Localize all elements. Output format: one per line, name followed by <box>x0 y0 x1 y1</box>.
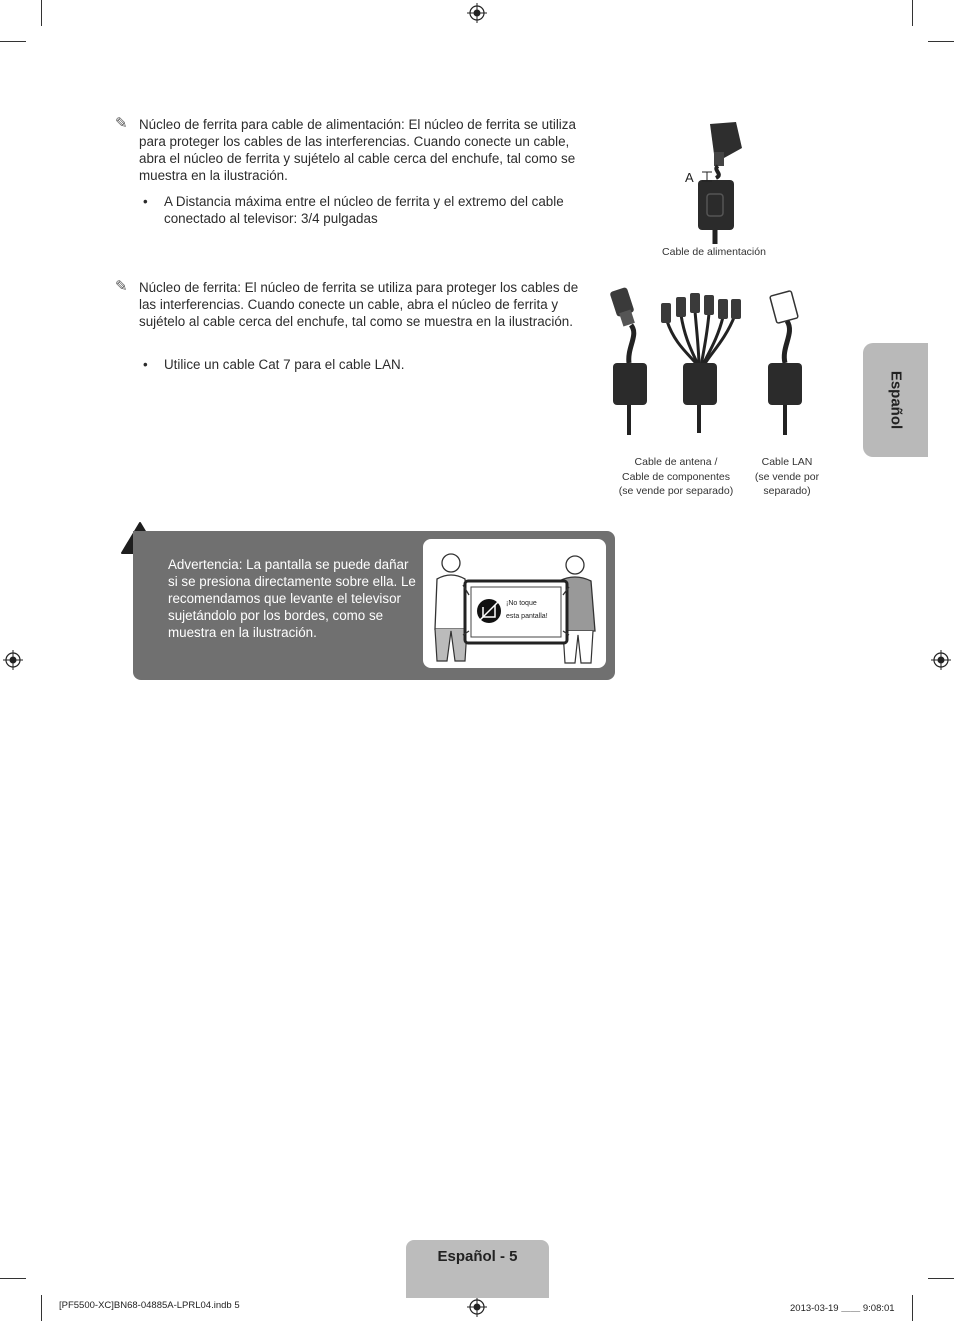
crop-mark <box>0 1278 26 1279</box>
power-cable-caption: Cable de alimentación <box>662 246 766 258</box>
registration-mark-icon <box>931 650 951 670</box>
language-side-tab <box>863 343 928 457</box>
crop-mark <box>928 41 954 42</box>
antenna-cable-caption: Cable de antena / Cable de componentes (se vende por separado) <box>618 456 734 497</box>
pencil-note-icon: ✎ <box>115 278 128 295</box>
registration-mark-icon <box>3 650 23 670</box>
crop-mark <box>912 0 913 26</box>
pencil-note-icon: ✎ <box>115 115 128 132</box>
note-text: Núcleo de ferrita para cable de alimentación: El núcleo de ferrita se utiliza para proteger los cables de las interferencias. Cuando conecte un cable, abra el núcleo de ferrita y sujételo al cable cerca del enchufe, tal como se muestra en la ilustración. <box>139 117 576 183</box>
ferrite-cables-illustration <box>605 285 820 437</box>
page-number-label: Español - 5 <box>437 1248 518 1265</box>
lan-cable-caption: Cable LAN (se vende por separado) <box>754 456 820 497</box>
registration-mark-icon <box>467 1297 487 1317</box>
crop-mark <box>912 1295 913 1321</box>
people-lifting-tv-illustration <box>423 539 606 668</box>
warning-illustration <box>423 539 606 668</box>
bullet-text: Utilice un cable Cat 7 para el cable LAN. <box>164 357 405 372</box>
sign-line-2: esta pantalla! <box>506 613 548 620</box>
note-ferrite <box>115 278 579 330</box>
power-label-a: A <box>685 170 694 185</box>
language-side-tab-label: Español <box>887 370 904 430</box>
bullet-distance: • A Distancia máxima entre el núcleo de ferrita y el extremo del cable conectado al televisor: 3/4 pulgadas <box>143 194 564 226</box>
footer-file: [PF5500-XC]BN68-04885A-LPRL04.indb 5 <box>59 1300 240 1311</box>
crop-mark <box>928 1278 954 1279</box>
bullet-text: A Distancia máxima entre el núcleo de ferrita y el extremo del cable conectado al televisor: 3/4 pulgadas <box>164 194 564 226</box>
note-text: Núcleo de ferrita: El núcleo de ferrita se utiliza para proteger los cables de las interferencias. Cuando conecte un cable, abra el núcleo de ferrita y sujételo al cable cerca del enchufe, tal como se muestra en la ilustración. <box>139 280 579 329</box>
crop-mark <box>41 0 42 26</box>
crop-mark <box>41 1295 42 1321</box>
crop-mark <box>0 41 26 42</box>
sign-line-1: ¡No toque <box>506 600 537 607</box>
warning-text: Advertencia: La pantalla se puede dañar si se presiona directamente sobre ella. Le recomendamos que levante el televisor sujetándolo por los bordes, como se muestra en la ilustración. <box>168 557 416 640</box>
footer-timestamp: 2013-03-19 ＿＿ 9:08:01 <box>790 1303 895 1314</box>
registration-mark-icon <box>467 3 487 23</box>
bullet-lan: • Utilice un cable Cat 7 para el cable LAN. <box>143 357 405 372</box>
note-power-ferrite <box>115 115 599 184</box>
page-number-tab <box>406 1240 549 1298</box>
